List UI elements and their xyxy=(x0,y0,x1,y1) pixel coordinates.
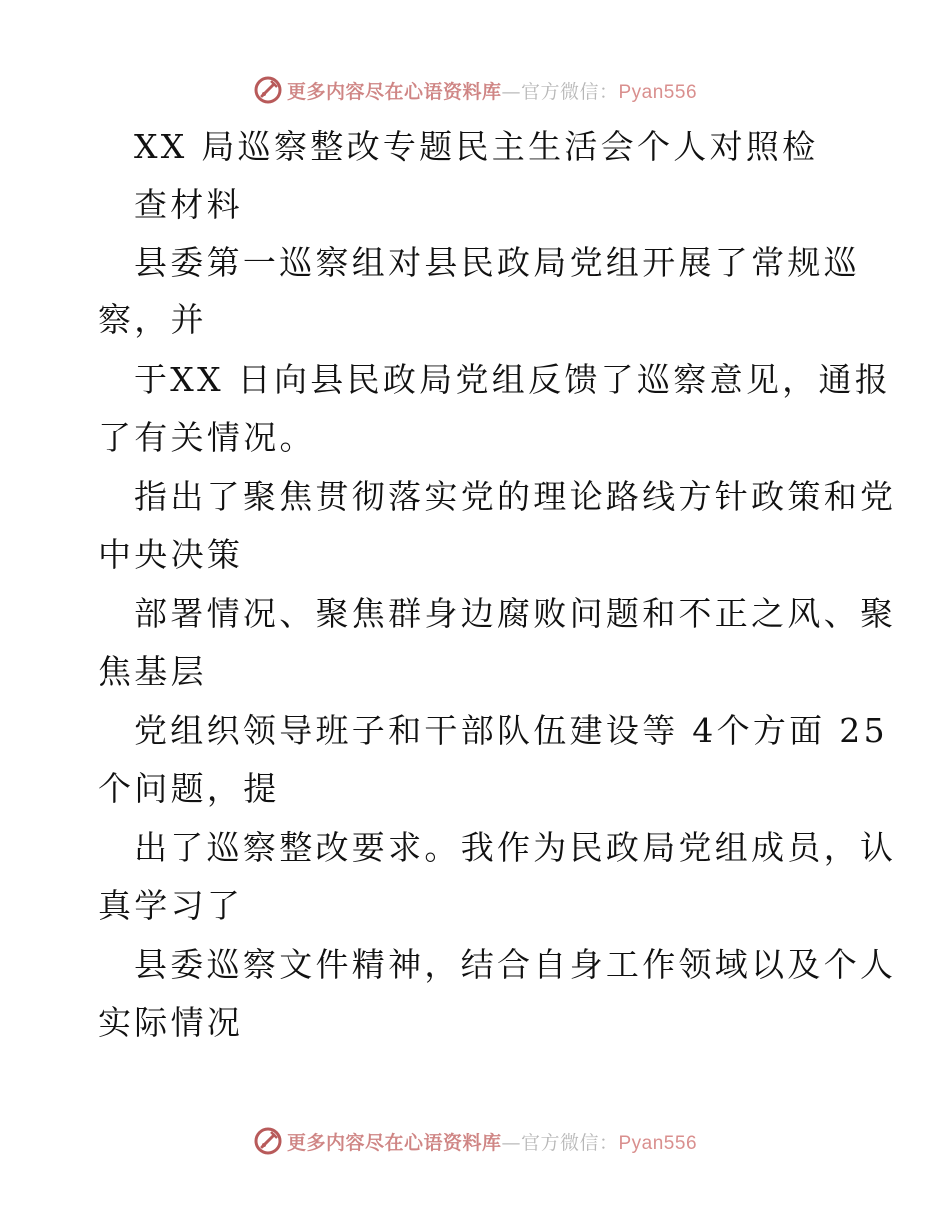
paragraph-line: 于XX 日向县民政局党组反馈了巡察意见，通报 xyxy=(134,360,892,399)
watermark-wechat-label: 官方微信： xyxy=(520,80,619,103)
paragraph-line: 部署情况、聚焦群身边腐败问题和不正之风、聚 xyxy=(134,594,897,633)
paragraph-line: 出了巡察整改要求。我作为民政局党组成员，认 xyxy=(134,828,897,867)
paragraph-line: 县委第一巡察组对县民政局党组开展了常规巡 xyxy=(134,243,860,282)
watermark-separator: — xyxy=(501,1131,521,1154)
watermark-site: 更多内容尽在心语资料库 xyxy=(286,80,502,103)
watermark-wechat-id: Pyan556 xyxy=(618,81,698,103)
watermark-wechat-id: Pyan556 xyxy=(618,1132,698,1154)
paragraph-line: 实际情况 xyxy=(98,1003,244,1042)
title-line-2: 查材料 xyxy=(134,185,243,224)
watermark-wechat-label: 官方微信： xyxy=(520,1131,619,1154)
pen-logo-icon xyxy=(253,1126,283,1156)
paragraph-line: 县委巡察文件精神，结合自身工作领域以及个人 xyxy=(134,945,897,984)
paragraph-line: 真学习了 xyxy=(98,886,244,925)
watermark-separator: — xyxy=(501,80,521,103)
paragraph-line: 中央决策 xyxy=(98,535,244,574)
watermark-site: 更多内容尽在心语资料库 xyxy=(286,1131,502,1154)
title-line-1: XX 局巡察整改专题民主生活会个人对照检 xyxy=(134,127,819,166)
paragraph-line: 察，并 xyxy=(98,300,207,339)
paragraph-line: 指出了聚焦贯彻落实党的理论路线方针政策和党 xyxy=(134,477,897,516)
paragraph-line: 了有关情况。 xyxy=(98,418,316,457)
watermark-banner-bottom xyxy=(0,1124,950,1158)
paragraph-line: 个问题，提 xyxy=(98,769,280,808)
paragraph-line: 党组织领导班子和干部队伍建设等 4个方面 25 xyxy=(134,711,888,750)
paragraph-line: 焦基层 xyxy=(98,652,207,691)
